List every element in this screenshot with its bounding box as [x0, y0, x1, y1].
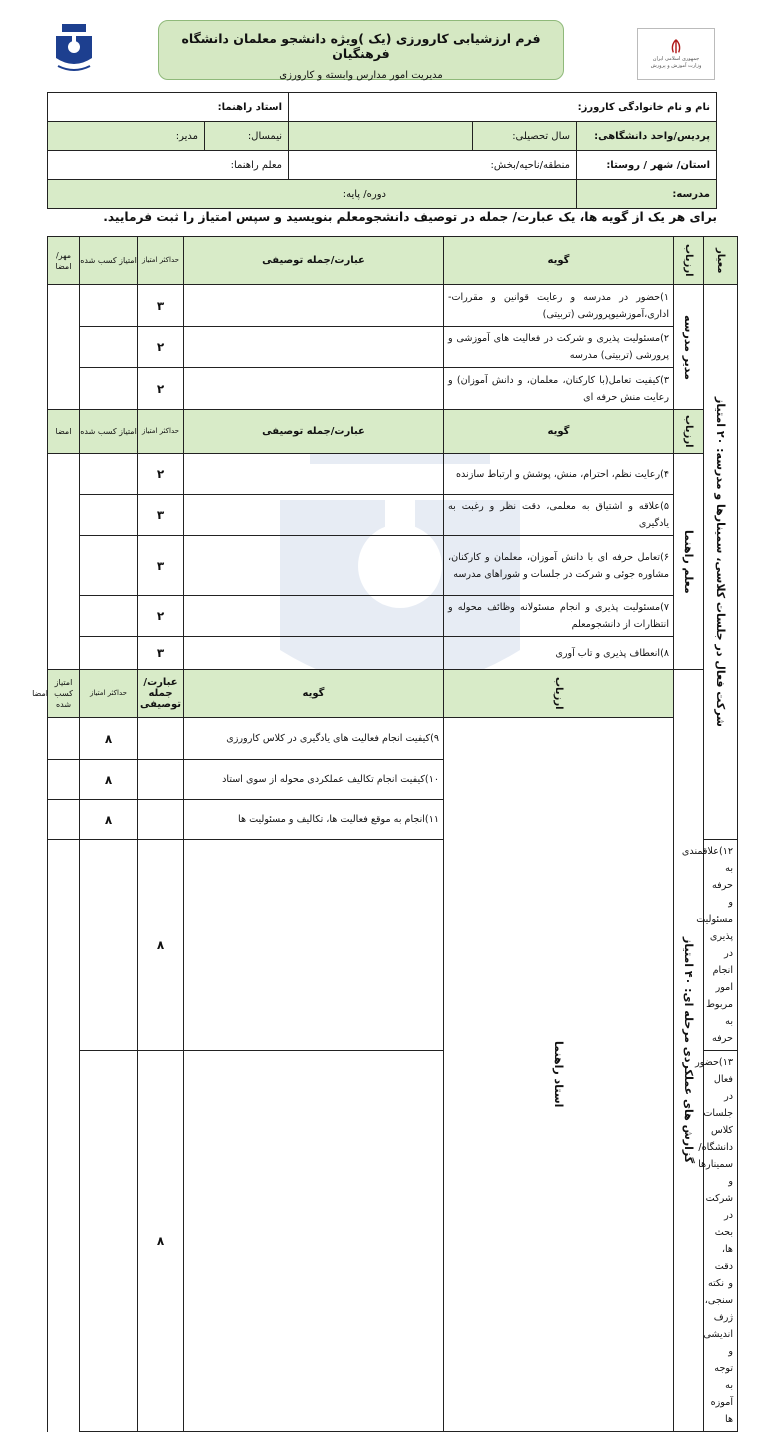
- iran-emblem-icon: [667, 38, 685, 56]
- earned-score-input-2[interactable]: [80, 327, 138, 368]
- max-score-8: ۳: [138, 637, 184, 670]
- earned-score-input-4[interactable]: [80, 454, 138, 495]
- evaluation-table: معیار ارزیاب گویه عبارت/جمله توصیفی حداکثر امتیاز امتیاز کسب شده مهر/ امضا شرکت فعال در جلسات کلاسی، سمینارها و مدرسه: ۲۰ امتیاز مدیر مدرسه ۱)حضور در مدرسه و رعایت قوانین و مقررات-اداری،آموزشیوپرورشی (تربیتی) ۳ ۲)مسئولیت پذیری و شرکت در فعالیت های آموزشی و پرورشی (تربیتی) مدرسه ۲ ۳)کیفیت تعامل(با کارکنان، معلمان، و دانش آموزان) و رعایت منش حرفه ای ۲ ارزیاب گویه عبارت/جمله توصیفی حداکثر امتیاز امتیاز کسب شده امضا معلم راهنما ۴)رعایت نظم، احترام، منش، پوشش و ارتباط سازنده ۲ ۵)علاقه و اشتیاق به معلمی، دقت نظر و رغبت به یادگیری ۳ ۶)تعامل حرفه ای با دانش آموزان، معلمان و کارکنان، مشاوره جوئی و شرکت در جلسات و شوراهای مدرسه ۳ ۷)مسئولیت پذیری و انجام مسئولانه وظائف محوله و انتظارات از دانشجومعلم ۲ ۸)انعطاف پذیری و تاب آوری ۳ گزارش های عملکردی مرحله ای: ۴۰ امتیاز ارزیاب گویه عبارت/جمله توصیفی حداکثر امتیاز امتیاز کسب شده امضا استاد راهنما ۹)کیفیت انجام فعالیت های یادگیری در کلاس کارورزی ۸ ۱۰)کیفیت انجام تکالیف عملکردی محوله از سوی استاد ۸ ۱۱)انجام به موقع فعالیت ها، تکالیف و مسئولیت ها ۸ ۱۲)علاقمندی به حرفه و مسئولیت پذیری در انجام امور مربوط به حرفه ۸ ۱۳)حضور فعال در جلسات کلاس دانشگاه/ سمینارها و شرکت در بحث ها، دقت و نکته سنجی، ژرف اندیشی و توجه به آموزه ها ۸: [47, 236, 738, 1432]
- max-score-header-2: حداکثر امتیاز: [138, 410, 184, 454]
- earned-score-input-13[interactable]: [80, 1051, 138, 1432]
- earned-score-input-11[interactable]: [48, 800, 80, 840]
- max-score-1: ۳: [138, 285, 184, 327]
- description-input-4[interactable]: [184, 454, 444, 495]
- description-input-6[interactable]: [184, 536, 444, 596]
- max-score-11: ۸: [80, 800, 138, 840]
- description-header-2: عبارت/جمله توصیفی: [184, 410, 444, 454]
- ministry-logo-text: جمهوری اسلامی ایران وزارت آموزش و پرورش: [650, 56, 702, 69]
- max-score-5: ۳: [138, 495, 184, 536]
- trainee-info-table: [47, 92, 717, 209]
- university-logo-icon: [50, 22, 98, 80]
- earned-score-input-7[interactable]: [80, 596, 138, 637]
- evaluator-header-2: ارزیاب: [674, 410, 704, 454]
- max-score-10: ۸: [80, 760, 138, 800]
- form-title: فرم ارزشیابی کارورزی (یک )ویژه دانشجو معلمان دانشگاه فرهنگیان: [181, 31, 541, 61]
- description-input-9[interactable]: [138, 718, 184, 760]
- earned-score-header: امتیاز کسب شده: [80, 237, 138, 285]
- max-score-6: ۳: [138, 536, 184, 596]
- description-input-1[interactable]: [184, 285, 444, 327]
- academic-year-field[interactable]: سال تحصیلی:: [473, 122, 577, 151]
- max-score-9: ۸: [80, 718, 138, 760]
- item-header: گویه: [444, 237, 674, 285]
- max-score-7: ۲: [138, 596, 184, 637]
- earned-score-input-6[interactable]: [80, 536, 138, 596]
- earned-score-input-12[interactable]: [80, 840, 138, 1051]
- max-score-13: ۸: [138, 1051, 184, 1432]
- max-score-header-3: حداکثر امتیاز: [80, 670, 138, 718]
- description-input-10[interactable]: [138, 760, 184, 800]
- manager-field[interactable]: مدیر:: [48, 122, 205, 151]
- semester-field[interactable]: نیمسال:: [205, 122, 289, 151]
- district-field[interactable]: منطقه/ناحیه/بخش:: [289, 151, 577, 180]
- earned-score-input-1[interactable]: [80, 285, 138, 327]
- item-1: ۱)حضور در مدرسه و رعایت قوانین و مقررات-اداری،آموزشیوپرورشی (تربیتی): [444, 285, 674, 327]
- description-input-3[interactable]: [184, 368, 444, 410]
- item-11: ۱۱)انجام به موقع فعالیت ها، تکالیف و مسئولیت ها: [184, 800, 444, 840]
- description-input-2[interactable]: [184, 327, 444, 368]
- criterion-header: معیار: [704, 237, 738, 285]
- description-header: عبارت/جمله توصیفی: [184, 237, 444, 285]
- max-score-header: حداکثر امتیاز: [138, 237, 184, 285]
- school-field[interactable]: مدرسه:: [577, 180, 717, 209]
- university-logo: [50, 22, 98, 80]
- earned-score-input-3[interactable]: [80, 368, 138, 410]
- max-score-4: ۲: [138, 454, 184, 495]
- sign-stamp-header: مهر/ امضا: [48, 237, 80, 285]
- campus-field[interactable]: پردیس/واحد دانشگاهی:: [577, 122, 717, 151]
- supervisor-field[interactable]: استاد راهنما:: [48, 93, 289, 122]
- max-score-12: ۸: [138, 840, 184, 1051]
- earned-score-header-2: امتیاز کسب شده: [80, 410, 138, 454]
- description-input-13[interactable]: [184, 1051, 444, 1432]
- form-subtitle: مدیریت امور مدارس وابسته و کارورزی: [279, 70, 443, 81]
- item-10: ۱۰)کیفیت انجام تکالیف عملکردی محوله از سوی استاد: [184, 760, 444, 800]
- description-input-7[interactable]: [184, 596, 444, 637]
- item-6: ۶)تعامل حرفه ای با دانش آموزان، معلمان و کارکنان، مشاوره جوئی و شرکت در جلسات و شوراهای مدرسه: [444, 536, 674, 596]
- item-2: ۲)مسئولیت پذیری و شرکت در فعالیت های آموزشی و پرورشی (تربیتی) مدرسه: [444, 327, 674, 368]
- evaluator-manager-cell: مدیر مدرسه: [674, 285, 704, 410]
- earned-score-input-9[interactable]: [48, 718, 80, 760]
- instruction-text: برای هر یک از گویه ها، یک عبارت/ جمله در توصیف دانشجومعلم بنویسید و سپس امتیاز را ثبت فرمایید.: [103, 210, 717, 224]
- description-header-3: عبارت/جمله توصیفی: [138, 670, 184, 718]
- item-9: ۹)کیفیت انجام فعالیت های یادگیری در کلاس کارورزی: [184, 718, 444, 760]
- earned-score-input-8[interactable]: [80, 637, 138, 670]
- criterion-1-cell: شرکت فعال در جلسات کلاسی، سمینارها و مدرسه: ۲۰ امتیاز: [704, 285, 738, 840]
- sign-stamp-cell-1[interactable]: [48, 285, 80, 410]
- item-8: ۸)انعطاف پذیری و تاب آوری: [444, 637, 674, 670]
- item-12: ۱۲)علاقمندی به حرفه و مسئولیت پذیری در انجام امور مربوط به حرفه: [704, 840, 738, 1051]
- guide-teacher-field[interactable]: معلم راهنما:: [48, 151, 289, 180]
- item-3: ۳)کیفیت تعامل(با کارکنان، معلمان، و دانش آموزان) و رعایت منش حرفه ای: [444, 368, 674, 410]
- description-input-8[interactable]: [184, 637, 444, 670]
- item-header-3: گویه: [184, 670, 444, 718]
- sign-header-2: امضا: [48, 410, 80, 454]
- evaluator-header-3: ارزیاب: [444, 670, 674, 718]
- description-input-11[interactable]: [138, 800, 184, 840]
- grade-field[interactable]: دوره/ پایه:: [48, 180, 577, 209]
- max-score-3: ۲: [138, 368, 184, 410]
- item-7: ۷)مسئولیت پذیری و انجام مسئولانه وظائف محوله و انتظارات از دانشجومعلم: [444, 596, 674, 637]
- trainee-name-field[interactable]: نام و نام خانوادگی کارورز:: [289, 93, 717, 122]
- form-title-box: [158, 20, 564, 80]
- academic-year-value-field[interactable]: [289, 122, 473, 151]
- criterion-2-cell: گزارش های عملکردی مرحله ای: ۴۰ امتیاز: [674, 670, 704, 1432]
- description-input-12[interactable]: [184, 840, 444, 1051]
- item-13: ۱۳)حضور فعال در جلسات کلاس دانشگاه/ سمینارها و شرکت در بحث ها، دقت و نکته سنجی، ژرف اندیشی و توجه به آموزه ها: [704, 1051, 738, 1432]
- item-5: ۵)علاقه و اشتیاق به معلمی، دقت نظر و رغبت به یادگیری: [444, 495, 674, 536]
- earned-score-header-3: امتیاز کسب شده: [48, 670, 80, 718]
- ministry-logo: [637, 28, 715, 80]
- sign-cell-2[interactable]: [48, 454, 80, 670]
- evaluator-header: ارزیاب: [674, 237, 704, 285]
- earned-score-input-5[interactable]: [80, 495, 138, 536]
- evaluator-supervisor-cell: استاد راهنما: [444, 718, 674, 1432]
- earned-score-input-10[interactable]: [48, 760, 80, 800]
- max-score-2: ۲: [138, 327, 184, 368]
- description-input-5[interactable]: [184, 495, 444, 536]
- province-field[interactable]: استان/ شهر / روستا:: [577, 151, 717, 180]
- item-header-2: گویه: [444, 410, 674, 454]
- evaluator-guide-teacher-cell: معلم راهنما: [674, 454, 704, 670]
- item-4: ۴)رعایت نظم، احترام، منش، پوشش و ارتباط سازنده: [444, 454, 674, 495]
